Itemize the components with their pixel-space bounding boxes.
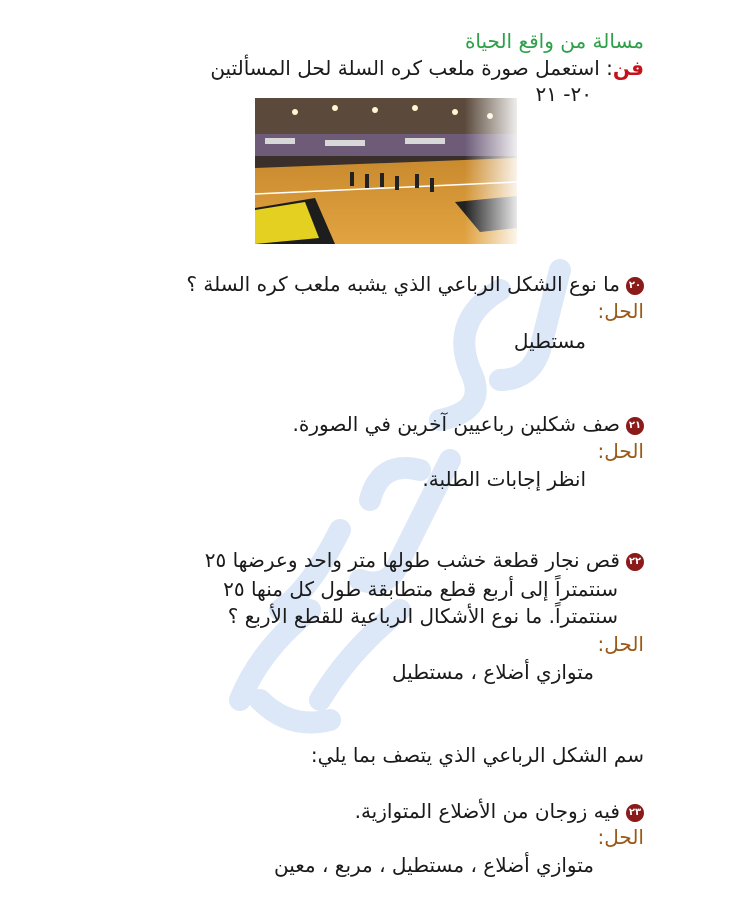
question-text: صف شكلين رباعيين آخرين في الصورة. xyxy=(292,412,620,436)
answer-text: مستطيل xyxy=(513,329,586,353)
question-number-badge: ٢٠ xyxy=(626,277,644,295)
question-22 xyxy=(205,547,644,573)
question-23 xyxy=(355,798,644,824)
section-title: مسالة من واقع الحياة xyxy=(464,29,644,53)
answer-text: متوازي أضلاع ، مستطيل ، مربع ، معين xyxy=(274,853,594,877)
answer-text: متوازي أضلاع ، مستطيل xyxy=(391,660,594,684)
intro-range: ٢٠- ٢١ xyxy=(535,82,592,106)
answer-text: انظر إجابات الطلبة. xyxy=(422,467,586,491)
solution-label: الحل: xyxy=(597,632,644,656)
question-line: سنتمتراً إلى أربع قطع متطابقة طول كل منها ٢٥ xyxy=(223,577,618,601)
question-20 xyxy=(186,271,644,297)
question-number-badge: ٢٣ xyxy=(626,804,644,822)
intro-text: : استعمل صورة ملعب كره السلة لحل المسألتين xyxy=(210,56,613,80)
solution-label: الحل: xyxy=(597,439,644,463)
solution-label: الحل: xyxy=(597,299,644,323)
question-number-badge: ٢١ xyxy=(626,417,644,435)
intro-line xyxy=(210,55,644,81)
question-21 xyxy=(293,411,645,437)
question-line: قص نجار قطعة خشب طولها متر واحد وعرضها ٢٥ xyxy=(204,548,620,572)
basketball-court-image xyxy=(255,98,517,244)
question-number-badge: ٢٢ xyxy=(626,553,644,571)
question-text: فيه زوجان من الأضلاع المتوازية. xyxy=(354,799,620,823)
solution-label: الحل: xyxy=(597,825,644,849)
question-text: ما نوع الشكل الرباعي الذي يشبه ملعب كره السلة ؟ xyxy=(186,272,620,296)
question-line: سنتمتراً. ما نوع الأشكال الرباعية للقطع الأربع ؟ xyxy=(227,604,618,628)
section-heading: سم الشكل الرباعي الذي يتصف بما يلي: xyxy=(310,743,644,767)
intro-label: فن xyxy=(612,56,644,80)
